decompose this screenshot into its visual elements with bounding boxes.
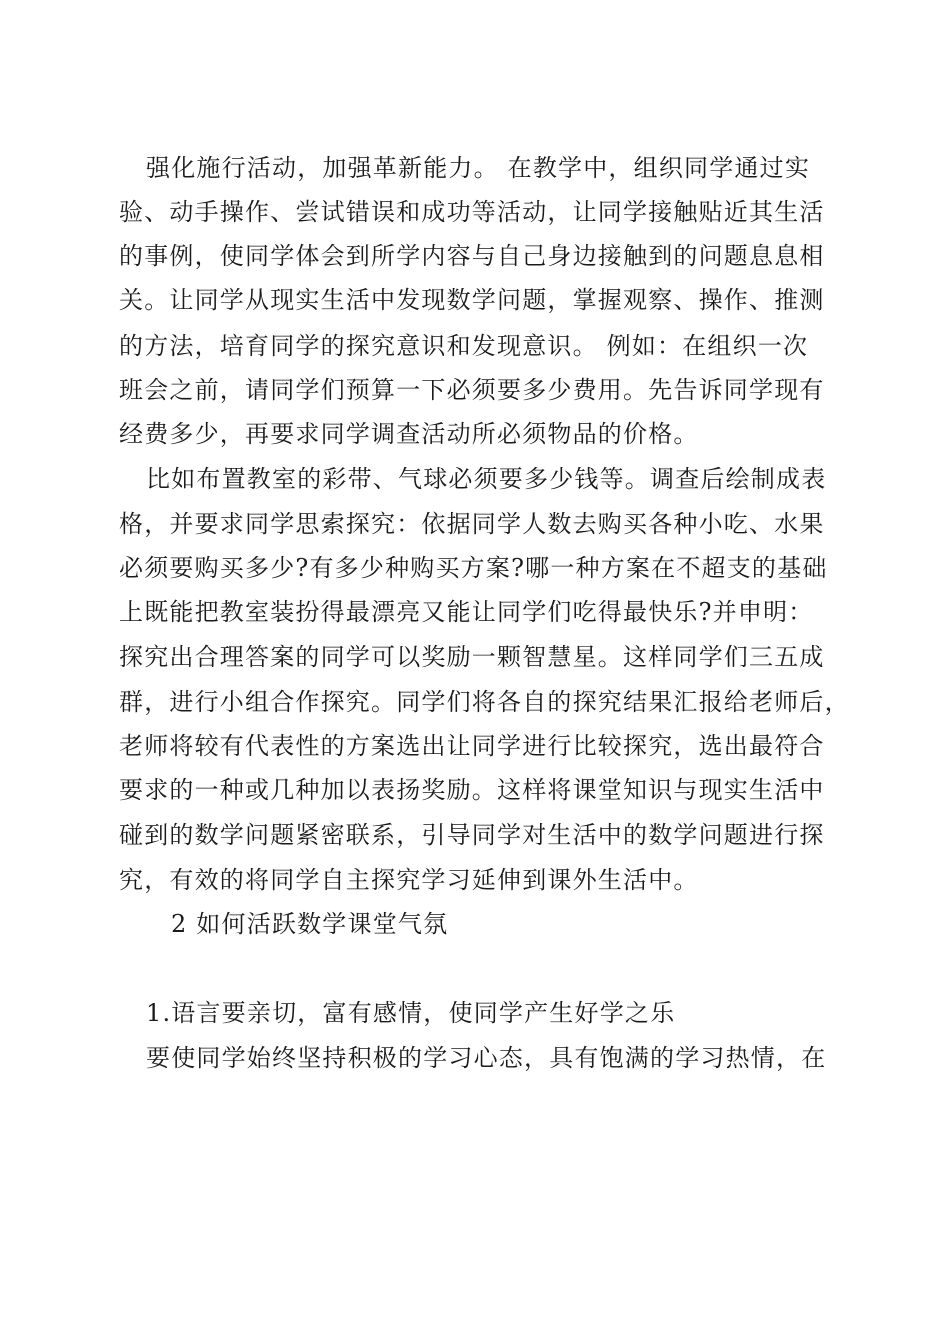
paragraph-line: 碰到的数学问题紧密联系，引导同学对生活中的数学问题进行探 — [119, 821, 825, 849]
paragraph-line: 上既能把教室装扮得最漂亮又能让同学们吃得最快乐?并申明： — [119, 598, 814, 626]
section-heading: 2 如何活跃数学课堂气氛 — [171, 910, 449, 938]
paragraph-line: 探究出合理答案的同学可以奖励一颗智慧星。这样同学们三五成 — [119, 643, 825, 671]
paragraph-line: 要使同学始终坚持积极的学习心态，具有饱满的学习热情，在 — [146, 1044, 827, 1072]
paragraph-line: 强化施行活动，加强革新能力。 在教学中，组织同学通过实 — [146, 154, 811, 182]
paragraph-line: 班会之前，请同学们预算一下必须要多少费用。先告诉同学现有 — [119, 376, 825, 404]
paragraph-line: 究，有效的将同学自主探究学习延伸到课外生活中。 — [119, 866, 699, 894]
paragraph-line: 要求的一种或几种加以表扬奖励。这样将课堂知识与现实生活中 — [119, 776, 825, 804]
paragraph-line: 群，进行小组合作探究。同学们将各自的探究结果汇报给老师后， — [119, 688, 850, 716]
paragraph-line: 格，并要求同学思索探究：依据同学人数去购买各种小吃、水果 — [119, 510, 825, 538]
paragraph-line: 的方法，培育同学的探究意识和发现意识。 例如：在组织一次 — [119, 332, 809, 360]
paragraph-line: 必须要购买多少?有多少种购买方案?哪一种方案在不超支的基础 — [119, 554, 828, 582]
paragraph-line: 关。让同学从现实生活中发现数学问题，掌握观察、操作、推测 — [119, 286, 825, 314]
paragraph-line: 验、动手操作、尝试错误和成功等活动，让同学接触贴近其生活 — [119, 198, 825, 226]
paragraph-line: 经费多少，再要求同学调查活动所必须物品的价格。 — [119, 420, 699, 448]
subsection-heading: 1.语言要亲切，富有感情，使同学产生好学之乐 — [146, 999, 676, 1027]
paragraph-line: 老师将较有代表性的方案选出让同学进行比较探究，选出最符合 — [119, 732, 825, 760]
paragraph-line: 的事例，使同学体会到所学内容与自己身边接触到的问题息息相 — [119, 242, 825, 270]
paragraph-line: 比如布置教室的彩带、气球必须要多少钱等。调查后绘制成表 — [146, 465, 827, 493]
